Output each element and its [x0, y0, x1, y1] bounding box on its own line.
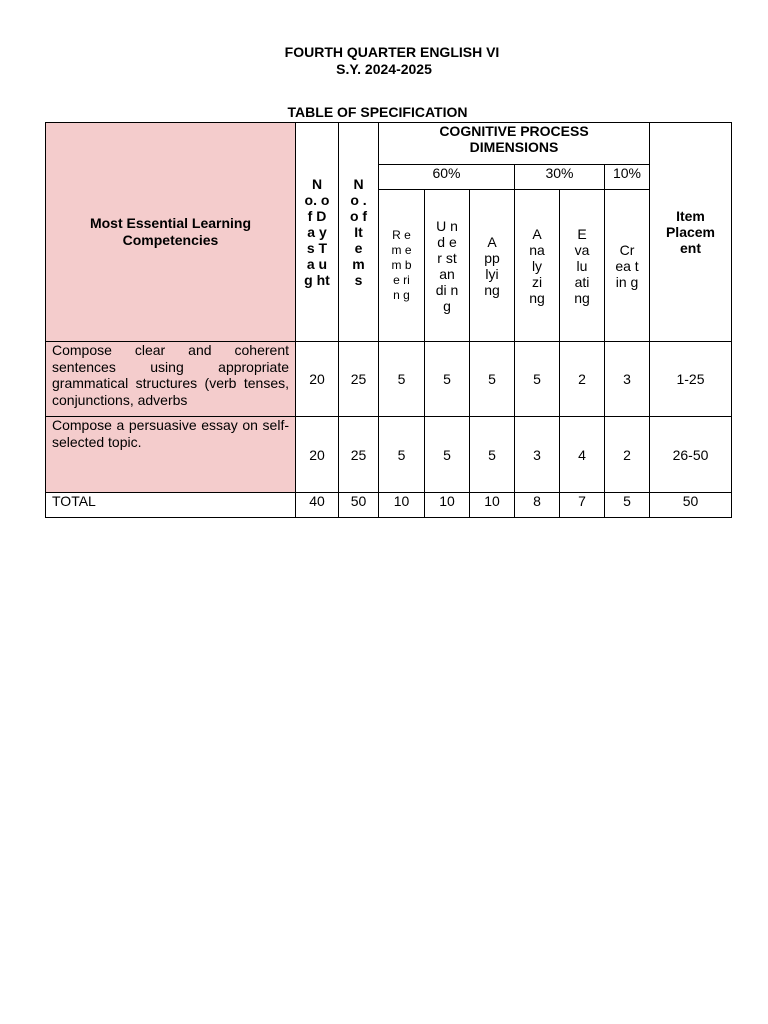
total-remembering: 10	[379, 493, 425, 518]
total-applying: 10	[470, 493, 515, 518]
total-analyzing: 8	[515, 493, 560, 518]
understanding-cell: 5	[425, 417, 470, 493]
items-cell: 25	[339, 342, 379, 417]
document-title: FOURTH QUARTER ENGLISH VI	[284, 44, 500, 60]
analyzing-cell: 5	[515, 342, 560, 417]
placement-cell: 26-50	[650, 417, 732, 493]
items-cell: 25	[339, 417, 379, 493]
total-items: 50	[339, 493, 379, 518]
school-year: S.Y. 2024-2025	[336, 61, 432, 77]
header-creating: Cr ea tin g	[605, 190, 650, 342]
header-remembering: R e m e m be rin g	[379, 190, 425, 342]
header-analyzing: A na ly zi ng	[515, 190, 560, 342]
header-10-percent: 10%	[605, 165, 650, 190]
evaluating-cell: 2	[560, 342, 605, 417]
competency-cell: Compose a persuasive essay on self-selected topic.	[46, 417, 296, 493]
header-60-percent: 60%	[379, 165, 515, 190]
total-placement: 50	[650, 493, 732, 518]
placement-cell: 1-25	[650, 342, 732, 417]
table-row	[46, 342, 732, 417]
creating-cell: 2	[605, 417, 650, 493]
evaluating-cell: 4	[560, 417, 605, 493]
total-creating: 5	[605, 493, 650, 518]
specification-table	[45, 122, 732, 518]
competency-cell: Compose clear and coherent sentences using appropriate grammatical structures (verb tenses, conjunctions, adverbs	[46, 342, 296, 417]
header-competencies: Most Essential Learning Competencies	[46, 123, 296, 342]
total-row	[46, 493, 732, 518]
analyzing-cell: 3	[515, 417, 560, 493]
total-label: TOTAL	[46, 493, 296, 518]
total-evaluating: 7	[560, 493, 605, 518]
applying-cell: 5	[470, 417, 515, 493]
applying-cell: 5	[470, 342, 515, 417]
creating-cell: 3	[605, 342, 650, 417]
header-cognitive-process: COGNITIVE PROCESS DIMENSIONS	[379, 123, 650, 165]
total-understanding: 10	[425, 493, 470, 518]
days-cell: 20	[296, 417, 339, 493]
header-understanding: U nd er st an di ng	[425, 190, 470, 342]
header-30-percent: 30%	[515, 165, 605, 190]
understanding-cell: 5	[425, 342, 470, 417]
remembering-cell: 5	[379, 342, 425, 417]
days-cell: 20	[296, 342, 339, 417]
header-days-taught: N o. of D a y s T a u g ht	[296, 123, 339, 342]
table-row	[46, 417, 732, 493]
header-applying: A pp lyi ng	[470, 190, 515, 342]
remembering-cell: 5	[379, 417, 425, 493]
header-evaluating: E va lu ati ng	[560, 190, 605, 342]
table-title: TABLE OF SPECIFICATION	[287, 104, 468, 120]
header-number-of-items: N o . o f It e m s	[339, 123, 379, 342]
total-days: 40	[296, 493, 339, 518]
header-item-placement: Item Placem ent	[650, 123, 732, 342]
